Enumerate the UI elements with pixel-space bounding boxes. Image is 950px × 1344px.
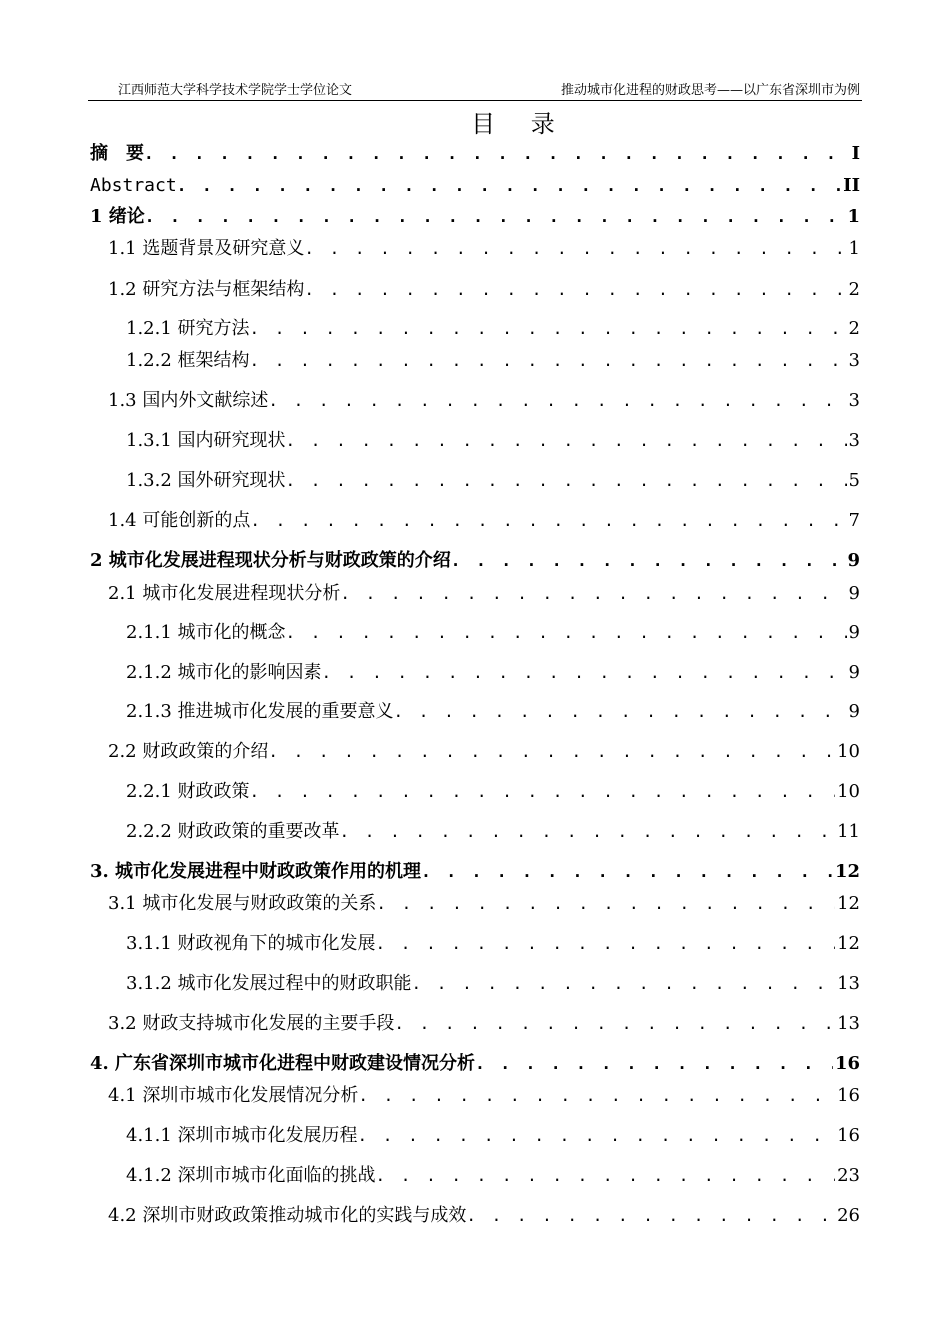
dot-leader: [250, 507, 846, 535]
dot-leader: [376, 1162, 836, 1190]
header-university: 江西师范大学科学技术学院学士学位论文: [118, 83, 353, 98]
toc-entry-page: 3: [848, 390, 860, 411]
dot-leader: [421, 858, 833, 886]
toc-entry[interactable]: [90, 467, 860, 495]
toc-entry-page: 9: [847, 550, 860, 571]
toc-entry-page: 9: [848, 583, 860, 604]
toc-entry-page: 10: [837, 781, 860, 802]
dot-leader: [358, 1082, 835, 1110]
toc-entry[interactable]: [90, 738, 860, 766]
toc-entry[interactable]: [90, 547, 860, 575]
dot-leader: [376, 890, 835, 918]
toc-entry-page: 16: [837, 1085, 860, 1106]
toc-entry-page: 3: [848, 350, 860, 371]
toc-entry-page: 12: [834, 861, 860, 882]
toc-entry[interactable]: [90, 890, 860, 918]
toc-entry-label: 1.2.2 框架结构: [126, 350, 250, 371]
toc-entry-label: 2.2.2 财政政策的重要改革: [126, 821, 340, 842]
toc-entry-label: 1.3 国内外文献综述: [108, 390, 269, 411]
toc-entry[interactable]: [90, 387, 860, 415]
toc-entry[interactable]: [90, 427, 860, 455]
toc-entry-page: 11: [837, 821, 860, 842]
dot-leader: [268, 738, 835, 766]
toc-entry-page: 9: [848, 622, 860, 643]
dot-leader: [412, 970, 836, 998]
toc-entry-label: 3.2 财政支持城市化发展的主要手段: [108, 1013, 395, 1034]
dot-leader: [286, 619, 847, 647]
toc-entry[interactable]: [90, 580, 860, 608]
dot-leader: [376, 930, 836, 958]
toc-entry-label: 1.1 选题背景及研究意义: [108, 238, 305, 259]
toc-entry-page: 5: [848, 470, 860, 491]
toc-entry-page: 12: [837, 933, 860, 954]
toc-entry-label: 2.1.3 推进城市化发展的重要意义: [126, 701, 394, 722]
toc-entry[interactable]: [90, 698, 860, 726]
toc-entry[interactable]: [90, 619, 860, 647]
running-header: [88, 76, 862, 101]
dot-leader: [250, 315, 847, 343]
toc-entry[interactable]: [90, 276, 860, 304]
dot-leader: [340, 580, 846, 608]
toc-entry-page: 9: [848, 701, 860, 722]
toc-entry[interactable]: [90, 1050, 860, 1078]
dot-leader: [358, 1122, 836, 1150]
toc-entry[interactable]: [90, 1202, 860, 1230]
dot-leader: [250, 347, 847, 375]
toc-entry-label: 2 城市化发展进程现状分析与财政政策的介绍: [90, 550, 451, 571]
dot-leader: [177, 172, 841, 200]
toc-entry-page: 3: [848, 430, 860, 451]
toc-entry[interactable]: [90, 659, 860, 687]
toc-entry-page: 12: [837, 893, 860, 914]
toc-entry[interactable]: [90, 315, 860, 343]
toc-entry[interactable]: [90, 970, 860, 998]
toc-entry-page: 10: [837, 741, 860, 762]
toc-entry-page: 2: [848, 279, 860, 300]
toc-entry[interactable]: [90, 1082, 860, 1110]
toc-entry-label: 4.1.1 深圳市城市化发展历程: [126, 1125, 358, 1146]
dot-leader: [286, 467, 847, 495]
page-title: 目 录: [471, 110, 569, 138]
toc-entry-page: 9: [848, 662, 860, 683]
toc-entry-page: 2: [848, 318, 860, 339]
toc-entry[interactable]: [90, 235, 860, 263]
dot-leader: [304, 235, 846, 263]
toc-entry-label: 1.4 可能创新的点: [108, 510, 251, 531]
toc-entry-page: I: [851, 143, 860, 164]
toc-entry-label: 2.1.2 城市化的影响因素: [126, 662, 322, 683]
dot-leader: [466, 1202, 835, 1230]
toc-entry[interactable]: [90, 818, 860, 846]
toc-entry-label: 3.1.1 财政视角下的城市化发展: [126, 933, 376, 954]
toc-entry-label: 摘 要: [90, 143, 144, 164]
dot-leader: [451, 547, 846, 575]
dot-leader: [286, 427, 847, 455]
toc-entry-page: 16: [834, 1053, 860, 1074]
toc-entry-page: 13: [837, 973, 860, 994]
toc-entry-label: 4.1 深圳市城市化发展情况分析: [108, 1085, 359, 1106]
toc-entry[interactable]: [90, 930, 860, 958]
toc-entry-page: 7: [848, 510, 860, 531]
dot-leader: [145, 203, 846, 231]
toc-entry-label: 4.1.2 深圳市城市化面临的挑战: [126, 1165, 376, 1186]
toc-entry-label: 3. 城市化发展进程中财政政策作用的机理: [90, 861, 422, 882]
toc-entry-page: II: [843, 175, 860, 196]
toc-entry-page: 13: [837, 1013, 860, 1034]
toc-entry-label: 3.1.2 城市化发展过程中的财政职能: [126, 973, 412, 994]
toc-entry-label: 2.2.1 财政政策: [126, 781, 250, 802]
toc-entry-page: 23: [837, 1165, 860, 1186]
toc-entry[interactable]: [90, 1122, 860, 1150]
dot-leader: [394, 1010, 835, 1038]
toc-entry-page: 16: [837, 1125, 860, 1146]
toc-entry-label: 2.1 城市化发展进程现状分析: [108, 583, 341, 604]
dot-leader: [304, 276, 846, 304]
dot-leader: [340, 818, 836, 846]
toc-entry[interactable]: [90, 203, 860, 231]
dot-leader: [322, 659, 847, 687]
header-thesis-title: 推动城市化进程的财政思考——以广东省深圳市为例: [560, 83, 860, 98]
dot-leader: [250, 778, 836, 806]
toc-entry-page: 1: [848, 238, 860, 259]
toc-entry-label: 4. 广东省深圳市城市化进程中财政建设情况分析: [90, 1053, 476, 1074]
dot-leader: [475, 1050, 833, 1078]
dot-leader: [394, 698, 847, 726]
toc-entry-label: 1.3.1 国内研究现状: [126, 430, 286, 451]
toc-entry-label: 4.2 深圳市财政政策推动城市化的实践与成效: [108, 1205, 467, 1226]
toc-entry-label: 1.3.2 国外研究现状: [126, 470, 286, 491]
toc-entry-label: Abstract: [90, 175, 177, 196]
toc-entry-label: 2.1.1 城市化的概念: [126, 622, 286, 643]
toc-entry-label: 3.1 城市化发展与财政政策的关系: [108, 893, 377, 914]
toc-entry-label: 1.2 研究方法与框架结构: [108, 279, 305, 300]
dot-leader: [144, 140, 850, 168]
toc-entry-label: 1.2.1 研究方法: [126, 318, 250, 339]
toc-entry-label: 2.2 财政政策的介绍: [108, 741, 269, 762]
toc-entry[interactable]: [90, 778, 860, 806]
toc-entry-page: 26: [837, 1205, 860, 1226]
toc-entry[interactable]: [90, 1010, 860, 1038]
toc-entry-page: 1: [847, 206, 860, 227]
toc-entry[interactable]: [90, 347, 860, 375]
toc-entry[interactable]: [90, 1162, 860, 1190]
toc-entry[interactable]: [90, 172, 860, 200]
toc-entry[interactable]: [90, 140, 860, 168]
toc-entry[interactable]: [90, 858, 860, 886]
dot-leader: [268, 387, 846, 415]
toc-entry-label: 1 绪论: [90, 206, 145, 227]
toc-entry[interactable]: [90, 507, 860, 535]
